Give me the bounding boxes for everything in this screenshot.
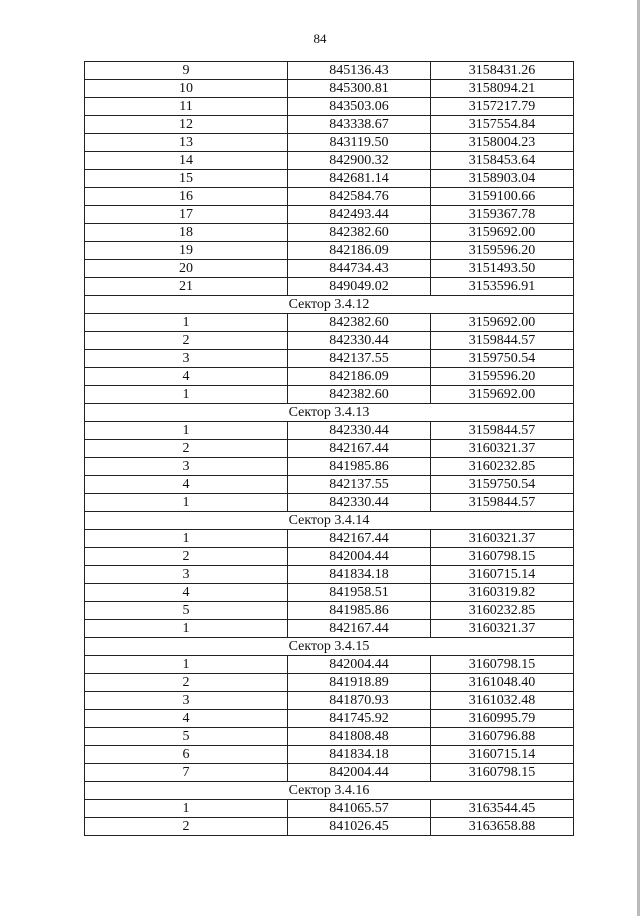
y-coordinate-cell: 3160232.85	[431, 458, 574, 476]
y-coordinate-cell: 3158903.04	[431, 170, 574, 188]
y-coordinate-cell: 3159367.78	[431, 206, 574, 224]
x-coordinate-cell: 842382.60	[288, 314, 431, 332]
point-number-cell: 7	[85, 764, 288, 782]
y-coordinate-cell: 3160715.14	[431, 746, 574, 764]
x-coordinate-cell: 841026.45	[288, 818, 431, 836]
point-number-cell: 5	[85, 728, 288, 746]
y-coordinate-cell: 3158004.23	[431, 134, 574, 152]
point-number-cell: 5	[85, 602, 288, 620]
x-coordinate-cell: 842493.44	[288, 206, 431, 224]
y-coordinate-cell: 3160232.85	[431, 602, 574, 620]
y-coordinate-cell: 3159692.00	[431, 386, 574, 404]
x-coordinate-cell: 841834.18	[288, 566, 431, 584]
table-row	[85, 458, 574, 476]
table-row	[85, 260, 574, 278]
table-row	[85, 800, 574, 818]
point-number-cell: 4	[85, 584, 288, 602]
y-coordinate-cell: 3161048.40	[431, 674, 574, 692]
point-number-cell: 11	[85, 98, 288, 116]
point-number-cell: 3	[85, 458, 288, 476]
coordinates-table-body	[85, 62, 574, 836]
point-number-cell: 14	[85, 152, 288, 170]
y-coordinate-cell: 3159750.54	[431, 350, 574, 368]
point-number-cell: 9	[85, 62, 288, 80]
point-number-cell: 2	[85, 440, 288, 458]
point-number-cell: 1	[85, 314, 288, 332]
y-coordinate-cell: 3159844.57	[431, 422, 574, 440]
y-coordinate-cell: 3159750.54	[431, 476, 574, 494]
sector-header-row	[85, 296, 574, 314]
point-number-cell: 2	[85, 332, 288, 350]
table-row	[85, 386, 574, 404]
x-coordinate-cell: 843119.50	[288, 134, 431, 152]
point-number-cell: 6	[85, 746, 288, 764]
table-row	[85, 656, 574, 674]
y-coordinate-cell: 3163544.45	[431, 800, 574, 818]
y-coordinate-cell: 3160319.82	[431, 584, 574, 602]
point-number-cell: 3	[85, 692, 288, 710]
table-row	[85, 602, 574, 620]
table-row	[85, 476, 574, 494]
table-row	[85, 620, 574, 638]
y-coordinate-cell: 3157217.79	[431, 98, 574, 116]
point-number-cell: 1	[85, 800, 288, 818]
x-coordinate-cell: 845300.81	[288, 80, 431, 98]
table-row	[85, 62, 574, 80]
point-number-cell: 1	[85, 656, 288, 674]
y-coordinate-cell: 3161032.48	[431, 692, 574, 710]
table-row	[85, 188, 574, 206]
point-number-cell: 19	[85, 242, 288, 260]
point-number-cell: 1	[85, 386, 288, 404]
table-row	[85, 134, 574, 152]
sector-header-row	[85, 512, 574, 530]
table-row	[85, 746, 574, 764]
y-coordinate-cell: 3158453.64	[431, 152, 574, 170]
x-coordinate-cell: 842382.60	[288, 224, 431, 242]
point-number-cell: 21	[85, 278, 288, 296]
x-coordinate-cell: 844734.43	[288, 260, 431, 278]
x-coordinate-cell: 842004.44	[288, 656, 431, 674]
point-number-cell: 1	[85, 494, 288, 512]
point-number-cell: 15	[85, 170, 288, 188]
x-coordinate-cell: 841745.92	[288, 710, 431, 728]
x-coordinate-cell: 845136.43	[288, 62, 431, 80]
table-row	[85, 422, 574, 440]
y-coordinate-cell: 3159844.57	[431, 332, 574, 350]
y-coordinate-cell: 3158431.26	[431, 62, 574, 80]
table-row	[85, 278, 574, 296]
x-coordinate-cell: 841870.93	[288, 692, 431, 710]
point-number-cell: 12	[85, 116, 288, 134]
y-coordinate-cell: 3160798.15	[431, 764, 574, 782]
y-coordinate-cell: 3160796.88	[431, 728, 574, 746]
sector-label: Сектор 3.4.13	[85, 404, 574, 422]
x-coordinate-cell: 843503.06	[288, 98, 431, 116]
y-coordinate-cell: 3157554.84	[431, 116, 574, 134]
x-coordinate-cell: 842004.44	[288, 548, 431, 566]
table-row	[85, 332, 574, 350]
y-coordinate-cell: 3159100.66	[431, 188, 574, 206]
x-coordinate-cell: 842186.09	[288, 242, 431, 260]
table-row	[85, 368, 574, 386]
y-coordinate-cell: 3158094.21	[431, 80, 574, 98]
x-coordinate-cell: 841808.48	[288, 728, 431, 746]
point-number-cell: 4	[85, 368, 288, 386]
table-row	[85, 224, 574, 242]
point-number-cell: 2	[85, 818, 288, 836]
table-row	[85, 548, 574, 566]
x-coordinate-cell: 849049.02	[288, 278, 431, 296]
y-coordinate-cell: 3160995.79	[431, 710, 574, 728]
table-row	[85, 584, 574, 602]
y-coordinate-cell: 3160321.37	[431, 530, 574, 548]
x-coordinate-cell: 841985.86	[288, 602, 431, 620]
x-coordinate-cell: 842167.44	[288, 440, 431, 458]
x-coordinate-cell: 841918.89	[288, 674, 431, 692]
y-coordinate-cell: 3151493.50	[431, 260, 574, 278]
table-row	[85, 80, 574, 98]
table-row	[85, 350, 574, 368]
table-row	[85, 530, 574, 548]
sector-label: Сектор 3.4.12	[85, 296, 574, 314]
page-number: 84	[313, 31, 327, 46]
table-row	[85, 314, 574, 332]
x-coordinate-cell: 841958.51	[288, 584, 431, 602]
x-coordinate-cell: 842137.55	[288, 476, 431, 494]
y-coordinate-cell: 3160321.37	[431, 440, 574, 458]
x-coordinate-cell: 842900.32	[288, 152, 431, 170]
point-number-cell: 20	[85, 260, 288, 278]
table-row	[85, 440, 574, 458]
x-coordinate-cell: 842167.44	[288, 620, 431, 638]
point-number-cell: 2	[85, 674, 288, 692]
y-coordinate-cell: 3153596.91	[431, 278, 574, 296]
table-row	[85, 710, 574, 728]
y-coordinate-cell: 3159692.00	[431, 314, 574, 332]
x-coordinate-cell: 843338.67	[288, 116, 431, 134]
table-row	[85, 692, 574, 710]
point-number-cell: 17	[85, 206, 288, 224]
table-row	[85, 242, 574, 260]
point-number-cell: 3	[85, 350, 288, 368]
point-number-cell: 4	[85, 476, 288, 494]
y-coordinate-cell: 3160798.15	[431, 548, 574, 566]
y-coordinate-cell: 3160715.14	[431, 566, 574, 584]
point-number-cell: 10	[85, 80, 288, 98]
y-coordinate-cell: 3159596.20	[431, 242, 574, 260]
y-coordinate-cell: 3159596.20	[431, 368, 574, 386]
sector-label: Сектор 3.4.16	[85, 782, 574, 800]
point-number-cell: 4	[85, 710, 288, 728]
point-number-cell: 16	[85, 188, 288, 206]
sector-label: Сектор 3.4.15	[85, 638, 574, 656]
table-row	[85, 764, 574, 782]
table-row	[85, 170, 574, 188]
y-coordinate-cell: 3160321.37	[431, 620, 574, 638]
table-row	[85, 116, 574, 134]
sector-header-row	[85, 404, 574, 422]
x-coordinate-cell: 842167.44	[288, 530, 431, 548]
x-coordinate-cell: 842330.44	[288, 332, 431, 350]
x-coordinate-cell: 842186.09	[288, 368, 431, 386]
point-number-cell: 1	[85, 530, 288, 548]
table-row	[85, 674, 574, 692]
x-coordinate-cell: 842004.44	[288, 764, 431, 782]
table-row	[85, 818, 574, 836]
y-coordinate-cell: 3160798.15	[431, 656, 574, 674]
point-number-cell: 18	[85, 224, 288, 242]
y-coordinate-cell: 3159692.00	[431, 224, 574, 242]
point-number-cell: 1	[85, 620, 288, 638]
y-coordinate-cell: 3159844.57	[431, 494, 574, 512]
sector-header-row	[85, 782, 574, 800]
point-number-cell: 3	[85, 566, 288, 584]
x-coordinate-cell: 842382.60	[288, 386, 431, 404]
point-number-cell: 2	[85, 548, 288, 566]
x-coordinate-cell: 842584.76	[288, 188, 431, 206]
y-coordinate-cell: 3163658.88	[431, 818, 574, 836]
point-number-cell: 1	[85, 422, 288, 440]
coordinates-table	[84, 61, 574, 836]
sector-label: Сектор 3.4.14	[85, 512, 574, 530]
x-coordinate-cell: 842330.44	[288, 422, 431, 440]
x-coordinate-cell: 841065.57	[288, 800, 431, 818]
point-number-cell: 13	[85, 134, 288, 152]
x-coordinate-cell: 841985.86	[288, 458, 431, 476]
sector-header-row	[85, 638, 574, 656]
table-row	[85, 566, 574, 584]
table-row	[85, 206, 574, 224]
table-row	[85, 152, 574, 170]
table-row	[85, 728, 574, 746]
table-row	[85, 98, 574, 116]
x-coordinate-cell: 842137.55	[288, 350, 431, 368]
x-coordinate-cell: 841834.18	[288, 746, 431, 764]
x-coordinate-cell: 842330.44	[288, 494, 431, 512]
x-coordinate-cell: 842681.14	[288, 170, 431, 188]
table-row	[85, 494, 574, 512]
